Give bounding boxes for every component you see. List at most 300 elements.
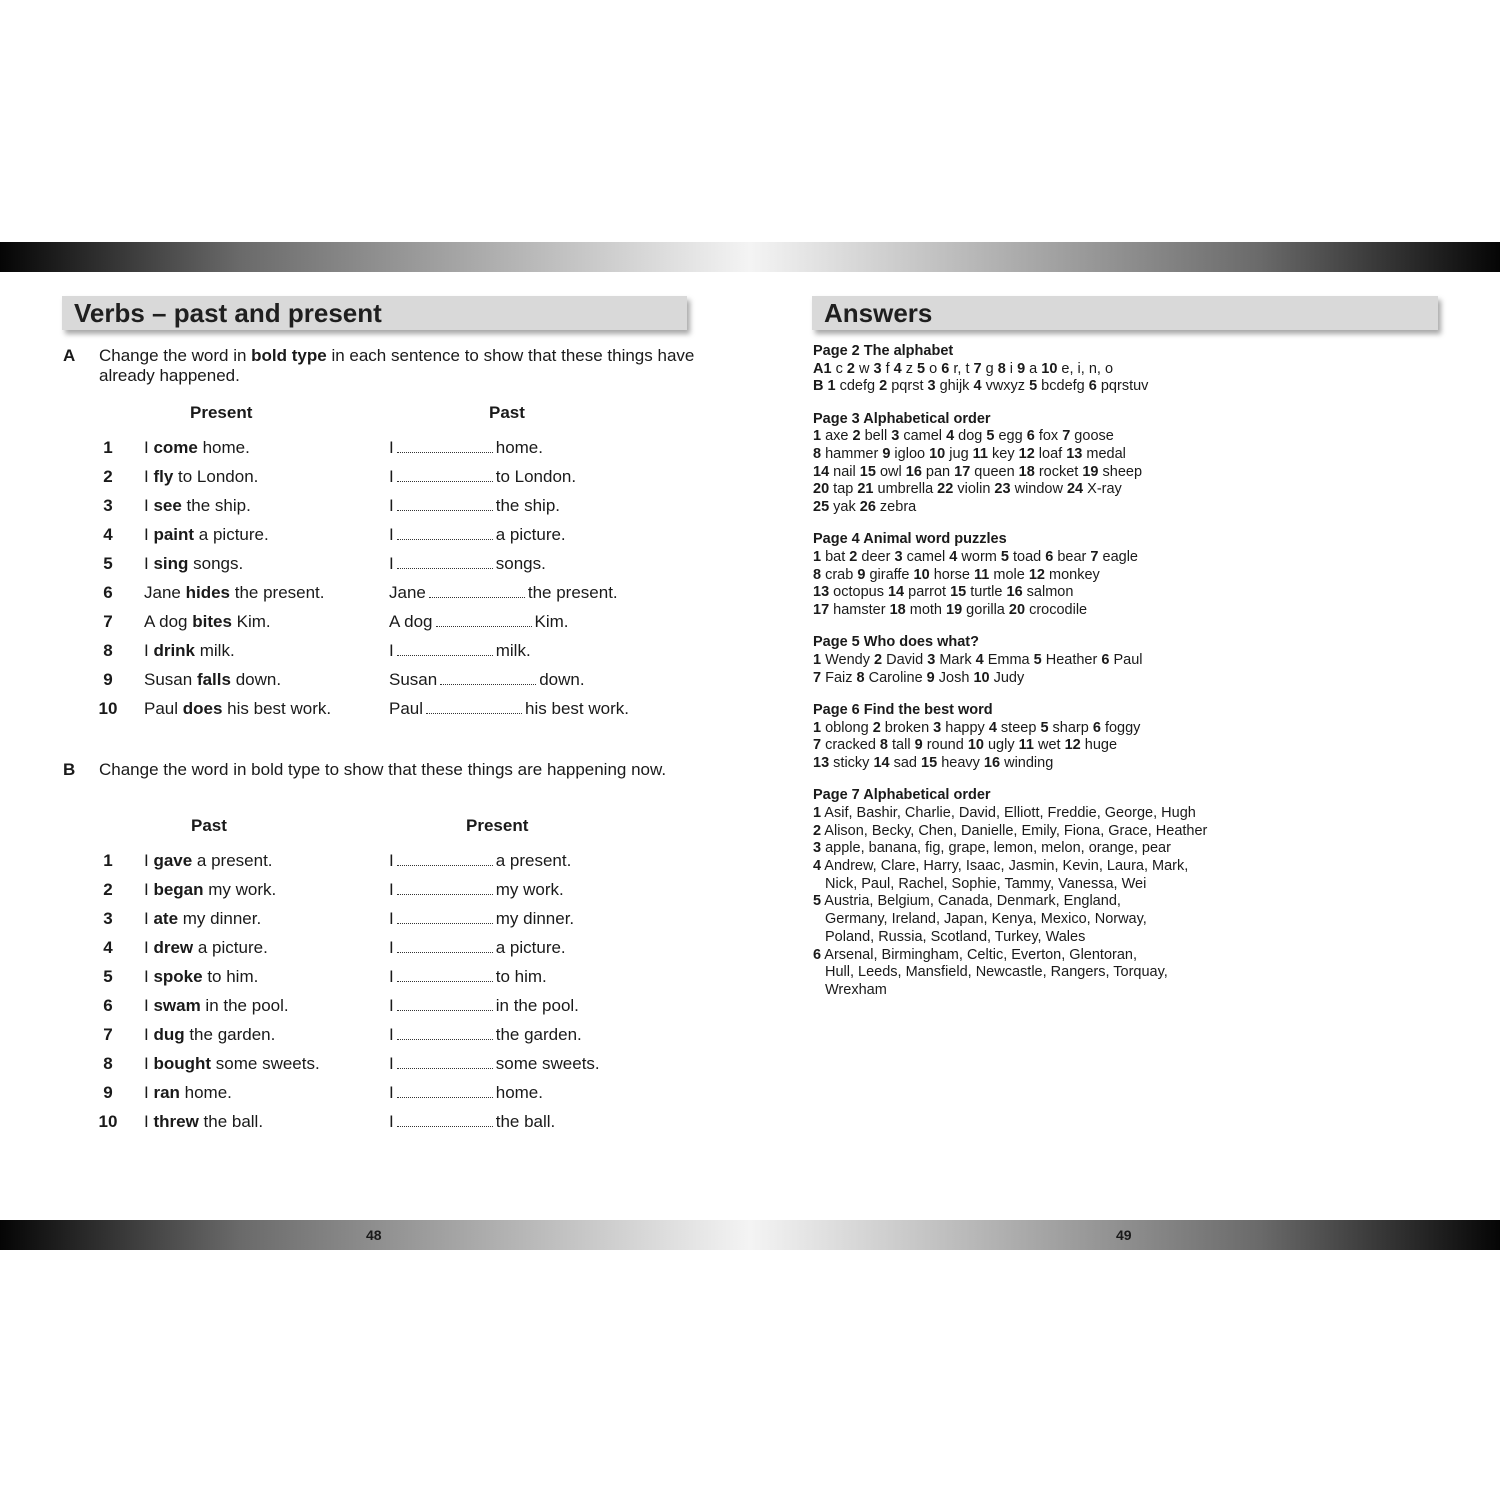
section-b-letter: B [63, 760, 76, 779]
sentence-start: Jane [144, 583, 186, 602]
instruction-text: Change the word in bold type to show that these things are happening now. [99, 760, 667, 779]
answer-text: rocket [1034, 463, 1083, 480]
answer-text: Emma [983, 652, 1034, 669]
answer-text: worm [957, 549, 1001, 566]
answer-number: 8 [813, 566, 822, 583]
bold-verb: gave [153, 851, 193, 870]
answer-number: A [813, 360, 824, 377]
sentence-start: I [144, 1025, 154, 1044]
answer-number: 5 [1000, 549, 1009, 566]
answer-number: 8 [879, 737, 888, 754]
answer-text: nail [829, 463, 860, 480]
answer-blank[interactable] [397, 940, 493, 953]
sentence-end: home. [179, 1083, 232, 1102]
sentence-end: my dinner. [178, 909, 262, 928]
answer-text: queen [970, 463, 1019, 480]
answer-number: 5 [986, 428, 995, 445]
sentence-start: I [144, 880, 154, 899]
answer-subject: Paul [389, 699, 424, 718]
exercise-line [0, 851, 700, 875]
answer-subject: I [389, 1083, 394, 1102]
sentence-end: songs. [188, 554, 244, 573]
exercise-line [0, 1083, 700, 1107]
answer-blank[interactable] [397, 527, 493, 540]
answer-number: 21 [857, 481, 874, 498]
answer-line [389, 583, 618, 603]
answer-number: 25 [813, 499, 830, 516]
answer-text: toad [1008, 549, 1046, 566]
section-b-instruction [99, 760, 689, 780]
item-number: 2 [103, 880, 113, 899]
sentence-start: Susan [144, 670, 197, 689]
answer-text: Hull, Leeds, Mansfield, Newcastle, Rangers, Torquay, [825, 964, 1168, 981]
exercise-line [0, 1025, 700, 1049]
item-number: 10 [98, 1112, 118, 1131]
sentence-end: the garden. [184, 1025, 276, 1044]
sentence-start: I [144, 438, 154, 457]
answer-number: 10 [929, 446, 946, 463]
answer-number: 5 [1029, 378, 1038, 395]
answer-text: yak [829, 499, 860, 516]
answer-text: broken [880, 719, 934, 736]
answer-line [813, 876, 1453, 894]
bold-verb: spoke [153, 967, 203, 986]
answer-number: 9 [914, 737, 923, 754]
answer-number: 13 [1066, 446, 1083, 463]
answer-text: g [981, 360, 998, 377]
answer-text: cracked [821, 737, 880, 754]
item-number: 5 [103, 967, 113, 986]
answer-blank[interactable] [436, 614, 532, 627]
answer-subject: I [389, 880, 394, 899]
section-b-column-left: Past [191, 816, 227, 835]
sentence [144, 670, 281, 690]
answer-end: songs. [495, 554, 546, 573]
sentence [144, 699, 331, 719]
answer-number: 8 [997, 360, 1006, 377]
answer-number: 1 [813, 719, 822, 736]
answer-blank[interactable] [397, 1027, 493, 1040]
answer-line [813, 893, 1453, 911]
item-number: 9 [103, 1083, 113, 1102]
answer-blank[interactable] [397, 1114, 493, 1127]
answer-text: Poland, Russia, Scotland, Turkey, Wales [825, 928, 1086, 945]
answer-text: fox [1034, 428, 1063, 445]
answer-group [813, 787, 1453, 999]
answer-line [813, 982, 1453, 1000]
sentence-end: some sweets. [211, 1054, 320, 1073]
answer-number: 3 [891, 428, 900, 445]
answer-line [389, 996, 579, 1016]
answer-text: jug [945, 446, 973, 463]
sentence-start: I [144, 641, 154, 660]
answer-text: goose [1070, 428, 1114, 445]
item-number: 10 [98, 699, 118, 718]
item-number: 4 [103, 525, 113, 544]
answer-text: hammer [821, 446, 883, 463]
answer-number: 2 [813, 822, 822, 839]
answer-number: 6 [1088, 378, 1097, 395]
answer-blank[interactable] [426, 701, 522, 714]
answer-text: foggy [1100, 719, 1141, 736]
answer-number: 1 [813, 652, 822, 669]
answer-end: some sweets. [495, 1054, 600, 1073]
answer-line [813, 428, 1453, 446]
answer-subject: Jane [389, 583, 426, 602]
answer-end: to London. [495, 467, 577, 486]
answer-number: 12 [1028, 566, 1045, 583]
answer-text: hamster [829, 602, 890, 619]
answer-line [813, 361, 1453, 379]
sentence [144, 438, 250, 458]
answer-text: moth [905, 602, 947, 619]
answer-line [389, 1083, 543, 1103]
sentence [144, 496, 251, 516]
sentence-end: a present. [192, 851, 273, 870]
answer-number: 4 [988, 719, 997, 736]
answer-number: 17 [813, 602, 830, 619]
answer-line [389, 909, 574, 929]
sentence [144, 525, 269, 545]
answer-subject: I [389, 909, 394, 928]
exercise-line [0, 612, 700, 636]
answer-number: 5 [1033, 652, 1042, 669]
answer-text: deer [857, 549, 895, 566]
answer-number: 4 [813, 858, 822, 875]
answer-blank[interactable] [397, 556, 493, 569]
sentence-start: Paul [144, 699, 183, 718]
item-number: 8 [103, 1054, 113, 1073]
sentence-end: the ship. [181, 496, 251, 515]
sentence [144, 967, 258, 987]
answer-text: mole [989, 566, 1029, 583]
answer-blank[interactable] [397, 1085, 493, 1098]
answer-end: the ball. [495, 1112, 556, 1131]
answer-text: eagle [1098, 549, 1138, 566]
answers-block [813, 343, 1453, 1014]
item-number: 3 [103, 909, 113, 928]
answer-blank[interactable] [397, 853, 493, 866]
answer-text: Andrew, Clare, Harry, Isaac, Jasmin, Kevin, Laura, Mark, [821, 858, 1189, 875]
sentence-end: down. [230, 670, 282, 689]
answer-text: Wrexham [825, 982, 887, 998]
answer-number: 10 [967, 737, 984, 754]
answer-text: pqrst [887, 378, 928, 395]
answer-number: 8 [813, 446, 822, 463]
sentence [144, 996, 289, 1016]
answer-end: down. [539, 670, 585, 689]
answer-text: egg [994, 428, 1027, 445]
item-number: 6 [103, 583, 113, 602]
answer-number: 3 [813, 840, 822, 857]
answer-number: 2 [874, 652, 883, 669]
sentence [144, 641, 235, 661]
answer-number: 9 [1017, 360, 1026, 377]
answer-number: 22 [937, 481, 954, 498]
answer-line [813, 858, 1453, 876]
sentence-start: I [144, 996, 154, 1015]
answer-blank[interactable] [397, 969, 493, 982]
answer-line [813, 755, 1453, 773]
bold-verb: fly [153, 467, 174, 486]
answer-number: 1 [813, 549, 822, 566]
sentence [144, 1025, 275, 1045]
bold-verb: bought [153, 1054, 212, 1073]
answer-text: round [922, 737, 968, 754]
answer-group [813, 343, 1453, 396]
sentence [144, 880, 276, 900]
answer-number: 16 [983, 755, 1001, 772]
answer-text: ugly [983, 737, 1019, 754]
answer-number: 7 [813, 669, 822, 686]
answer-number: 2 [879, 378, 888, 395]
answer-group-title: Page 4 Animal word puzzles [813, 531, 1007, 548]
answer-blank[interactable] [397, 882, 493, 895]
answer-number: 2 [852, 428, 861, 445]
answer-text: bat [821, 549, 850, 566]
answer-number: 15 [950, 584, 967, 601]
item-number: 7 [103, 1025, 113, 1044]
answer-line [813, 602, 1453, 620]
sentence-start: I [144, 1112, 154, 1131]
section-b-column-right: Present [466, 816, 529, 835]
sentence-end: his best work. [222, 699, 332, 718]
exercise-line [0, 1112, 700, 1136]
answer-number: 2 [846, 360, 855, 377]
answer-subject: I [389, 996, 394, 1015]
answer-end: home. [495, 1083, 543, 1102]
answer-line [813, 947, 1453, 965]
answer-line [389, 496, 560, 516]
bold-verb: ran [153, 1083, 180, 1102]
answer-text: camel [899, 428, 947, 445]
answer-number: 15 [921, 755, 938, 772]
item-number: 1 [103, 851, 113, 870]
top-gradient-band [0, 242, 1500, 272]
answer-text: pan [921, 463, 955, 480]
answer-number: 14 [887, 584, 905, 601]
sentence-start: I [144, 909, 154, 928]
answer-text: zebra [875, 499, 917, 516]
answer-number: 4 [949, 549, 958, 566]
instruction-text: in each sentence to show that these things have already happened. [99, 346, 695, 385]
sentence-end: to London. [173, 467, 259, 486]
item-number: 5 [103, 554, 113, 573]
answer-text: turtle [966, 584, 1007, 601]
answer-text: dog [954, 428, 987, 445]
answer-text: Nick, Paul, Rachel, Sophie, Tammy, Vanessa, Wei [825, 875, 1147, 892]
answer-end: milk. [495, 641, 531, 660]
item-number: 9 [103, 670, 113, 689]
answer-text: steep [996, 719, 1041, 736]
answer-text: vwxyz [981, 378, 1030, 395]
answer-number: 10 [1041, 360, 1058, 377]
answer-number: 12 [1064, 737, 1081, 754]
answer-text: winding [1000, 755, 1054, 772]
answer-line [813, 378, 1453, 396]
right-heading-bar [812, 296, 1438, 330]
answer-blank[interactable] [397, 998, 493, 1011]
answer-text: happy [941, 719, 989, 736]
answer-number: 9 [882, 446, 891, 463]
answer-text: Austria, Belgium, Canada, Denmark, England, [821, 893, 1121, 910]
answer-group [813, 634, 1453, 687]
answer-text: sheep [1098, 463, 1143, 480]
answer-line [389, 880, 564, 900]
answer-blank[interactable] [397, 498, 493, 511]
bold-verb: come [153, 438, 198, 457]
answer-number: 2 [872, 719, 881, 736]
answer-number: 6 [1101, 652, 1110, 669]
answer-subject: I [389, 1054, 394, 1073]
answer-blank[interactable] [440, 672, 536, 685]
answer-text: z [901, 360, 918, 377]
answer-number: 18 [889, 602, 906, 619]
answer-text: ghijk [935, 378, 974, 395]
exercise-line [0, 496, 700, 520]
bold-verb: sing [153, 554, 189, 573]
left-page-number: 48 [366, 1227, 382, 1243]
section-a-column-left: Present [190, 403, 253, 422]
answer-blank[interactable] [429, 585, 525, 598]
sentence [144, 1054, 320, 1074]
answer-line [813, 464, 1453, 482]
answer-line [813, 567, 1453, 585]
answer-number: 4 [893, 360, 902, 377]
answer-number: 3 [894, 549, 903, 566]
sentence-start: I [144, 1083, 154, 1102]
answer-text: owl [875, 463, 906, 480]
answer-number: 3 [933, 719, 942, 736]
answer-text: sharp [1048, 719, 1093, 736]
answer-text: Arsenal, Birmingham, Celtic, Everton, Glentoran, [821, 946, 1137, 963]
answer-number: 11 [972, 446, 989, 463]
answer-text: crocodile [1025, 602, 1088, 619]
sentence-start: I [144, 525, 154, 544]
sentence-end: home. [197, 438, 250, 457]
answer-subject: I [389, 1112, 394, 1131]
answer-subject: I [389, 641, 394, 660]
exercise-line [0, 967, 700, 991]
exercise-line [0, 554, 700, 578]
sentence-end: a picture. [193, 938, 268, 957]
answer-group-title: Page 6 Find the best word [813, 701, 993, 718]
answer-line [389, 1112, 555, 1132]
answer-number: 2 [849, 549, 858, 566]
answer-text: Heather [1041, 652, 1102, 669]
answer-text: monkey [1045, 566, 1100, 583]
answer-group-title: Page 3 Alphabetical order [813, 410, 991, 427]
sentence-end: a picture. [194, 525, 269, 544]
sentence-end: Kim. [231, 612, 271, 631]
answer-subject: I [389, 554, 394, 573]
answer-group [813, 411, 1453, 517]
exercise-line [0, 438, 700, 462]
sentence-end: in the pool. [200, 996, 289, 1015]
answer-end: the ship. [495, 496, 560, 515]
answer-subject: I [389, 438, 394, 457]
bold-verb: drink [153, 641, 196, 660]
item-number: 8 [103, 641, 113, 660]
answer-line [813, 805, 1453, 823]
answer-line [389, 851, 571, 871]
item-number: 6 [103, 996, 113, 1015]
bold-verb: does [182, 699, 223, 718]
answer-line [389, 1025, 582, 1045]
bold-verb: dug [153, 1025, 185, 1044]
answer-line [813, 964, 1453, 982]
bold-verb: drew [153, 938, 194, 957]
answer-number: 7 [1090, 549, 1099, 566]
answer-blank[interactable] [397, 643, 493, 656]
page-title: Verbs – past and present [74, 298, 382, 328]
answer-group-title: Page 7 Alphabetical order [813, 787, 991, 804]
exercise-line [0, 996, 700, 1020]
answer-blank[interactable] [397, 440, 493, 453]
answer-text: octopus [829, 584, 888, 601]
answer-text: axe [821, 428, 853, 445]
answer-blank[interactable] [397, 911, 493, 924]
sentence-start: I [144, 496, 154, 515]
answer-number: 24 [1066, 481, 1084, 498]
exercise-line [0, 699, 700, 723]
answer-text: a [1025, 360, 1042, 377]
answer-number: 13 [813, 584, 830, 601]
answer-number: 5 [1040, 719, 1049, 736]
answer-line [813, 911, 1453, 929]
answer-line [813, 481, 1453, 499]
answer-blank[interactable] [397, 469, 493, 482]
exercise-line [0, 641, 700, 665]
sentence [144, 612, 271, 632]
answer-number: 20 [813, 481, 830, 498]
sentence-start: I [144, 467, 154, 486]
sentence-start: I [144, 554, 154, 573]
exercise-line [0, 525, 700, 549]
answer-number: 6 [1092, 719, 1101, 736]
answer-text: i [1005, 360, 1018, 377]
answer-text: r, t [949, 360, 974, 377]
bold-verb: hides [185, 583, 230, 602]
answer-subject: I [389, 467, 394, 486]
answer-subject: I [389, 1025, 394, 1044]
bold-verb: swam [153, 996, 201, 1015]
answer-line [389, 554, 546, 574]
answer-end: home. [495, 438, 543, 457]
sentence-end: the ball. [198, 1112, 264, 1131]
answer-number: 26 [859, 499, 876, 516]
answers-title: Answers [824, 298, 933, 328]
answer-number: 7 [813, 737, 822, 754]
answer-blank[interactable] [397, 1056, 493, 1069]
bold-verb: threw [153, 1112, 199, 1131]
answer-number: 6 [941, 360, 950, 377]
answer-line [389, 438, 543, 458]
answer-line [813, 840, 1453, 858]
answer-number: 10 [913, 566, 930, 583]
answer-text: c [831, 360, 847, 377]
answer-number: 6 [1045, 549, 1054, 566]
answer-text: Josh [934, 669, 974, 686]
answer-text: cdefg [835, 378, 880, 395]
answer-text: wet [1033, 737, 1065, 754]
answer-number: 5 [917, 360, 926, 377]
answer-text: sticky [829, 755, 874, 772]
answer-line [813, 584, 1453, 602]
answer-text: Germany, Ireland, Japan, Kenya, Mexico, Norway, [825, 911, 1147, 928]
answer-number: 20 [1008, 602, 1026, 619]
answer-end: the present. [527, 583, 618, 602]
